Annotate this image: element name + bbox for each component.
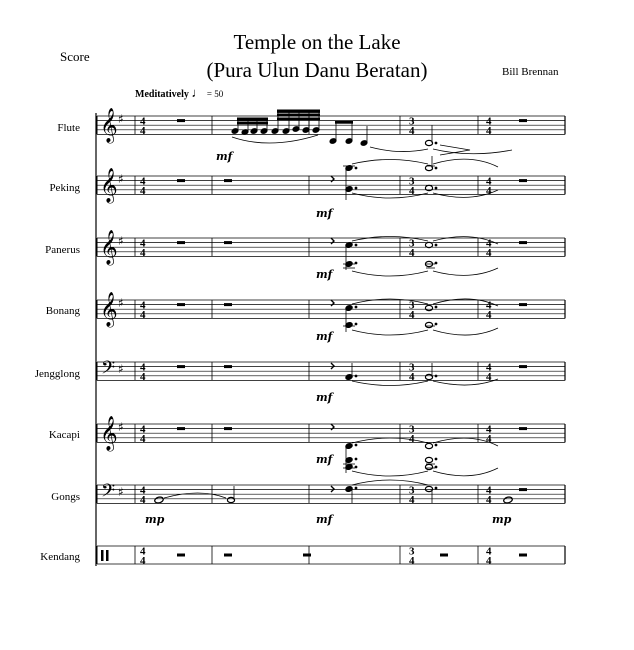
time-signature-numerator: 4 [486, 237, 492, 250]
gongs-notes [154, 480, 513, 507]
whole-rest [177, 427, 185, 430]
instrument-label-panerus: Panerus [45, 244, 80, 256]
percussion-clef-icon [101, 550, 104, 561]
whole-rest [519, 427, 527, 430]
time-signature-denominator: 4 [486, 371, 492, 384]
time-signature-denominator: 4 [140, 494, 146, 507]
whole-rest [519, 179, 527, 182]
whole-rest [519, 488, 527, 491]
time-signature-numerator: 4 [140, 175, 146, 188]
sharp-icon: ♯ [118, 362, 124, 376]
time-signature-denominator: 4 [140, 433, 146, 446]
time-signature-denominator: 4 [409, 555, 415, 567]
whole-rest [177, 365, 185, 368]
time-signature-denominator: 4 [486, 494, 492, 507]
staff-kacapi [97, 424, 565, 442]
tempo-value: = 50 [206, 89, 224, 99]
whole-rest [177, 179, 185, 182]
staff-flute [97, 116, 565, 134]
instrument-label-gongs: Gongs [51, 491, 80, 503]
time-signature-numerator: 4 [486, 361, 492, 374]
time-signature-denominator: 4 [486, 309, 492, 322]
instrument-label-kendang: Kendang [40, 551, 80, 563]
percussion-clef-icon [106, 550, 109, 561]
half-rest [224, 303, 232, 306]
time-signature-numerator: 4 [486, 545, 492, 558]
time-signature-denominator: 4 [486, 247, 492, 260]
time-signature-numerator: 4 [140, 237, 146, 250]
time-signature-numerator: 4 [486, 299, 492, 312]
score-subtitle: (Pura Ulun Danu Beratan) [206, 58, 428, 82]
instrument-label-bonang: Bonang [45, 305, 80, 317]
time-signature-numerator: 4 [140, 423, 146, 436]
sharp-icon: ♯ [118, 420, 124, 434]
staff-gongs [97, 485, 565, 503]
treble-clef-icon: 𝄞 [100, 168, 118, 203]
half-rest [224, 179, 232, 182]
whole-rest [177, 554, 185, 557]
tempo-text: Meditatively [135, 89, 189, 100]
quarter-note-icon: ♩ [191, 85, 205, 100]
composer-name: Bill Brennan [502, 66, 559, 78]
time-signature-denominator: 4 [409, 309, 415, 322]
whole-rest [519, 119, 527, 122]
whole-rest [177, 303, 185, 306]
time-signature-numerator: 4 [140, 545, 146, 558]
instrument-label-flute: Flute [57, 122, 80, 134]
time-signature-denominator: 4 [409, 371, 415, 384]
time-signature-numerator: 4 [486, 175, 492, 188]
flute-melody [231, 110, 512, 155]
score-label: Score [60, 49, 90, 64]
instrument-label-jengglong: Jengglong [34, 368, 80, 380]
time-signature-denominator: 4 [409, 494, 415, 507]
half-rest [224, 427, 232, 430]
whole-rest [440, 554, 448, 557]
time-signature-numerator: 4 [140, 484, 146, 497]
bass-clef-icon: 𝄢 [101, 358, 116, 383]
time-signature-numerator: 3 [409, 545, 415, 558]
half-rest [224, 554, 232, 557]
whole-rest [519, 241, 527, 244]
time-signature-denominator: 4 [409, 125, 415, 138]
whole-rest [519, 303, 527, 306]
time-signature-numerator: 3 [409, 423, 415, 436]
time-signatures [140, 116, 492, 567]
time-signature-denominator: 4 [409, 247, 415, 260]
time-signature-denominator: 4 [140, 247, 146, 260]
time-signature-denominator: 4 [486, 555, 492, 567]
whole-rest [303, 554, 311, 557]
time-signature-denominator: 4 [486, 185, 492, 198]
dynamic-mf-kacapi: mf [316, 453, 333, 466]
whole-rest [519, 365, 527, 368]
dynamic-mf-flute: mf [216, 150, 233, 163]
dynamic-mf-panerus: mf [316, 268, 333, 281]
time-signature-denominator: 4 [486, 125, 492, 138]
whole-rest [177, 241, 185, 244]
dynamic-mf-gongs: mf [316, 513, 333, 526]
staff-bonang [97, 300, 565, 318]
time-signature-numerator: 3 [409, 361, 415, 374]
half-rest [224, 241, 232, 244]
treble-clef-icon: 𝄞 [100, 416, 118, 451]
instrument-label-kacapi: Kacapi [48, 429, 80, 441]
time-signature-denominator: 4 [140, 185, 146, 198]
time-signature-denominator: 4 [140, 555, 146, 567]
staff-jengglong [97, 362, 565, 380]
whole-rest [177, 119, 185, 122]
time-signature-denominator: 4 [140, 309, 146, 322]
time-signature-denominator: 4 [140, 371, 146, 384]
time-signature-numerator: 3 [409, 175, 415, 188]
time-signature-numerator: 4 [140, 299, 146, 312]
time-signature-numerator: 3 [409, 299, 415, 312]
time-signature-denominator: 4 [409, 185, 415, 198]
clefs [100, 108, 124, 561]
dynamic-mf-bonang: mf [316, 330, 333, 343]
dynamic-mf-jengglong: mf [316, 391, 333, 404]
time-signature-denominator: 4 [486, 433, 492, 446]
time-signature-numerator: 4 [486, 423, 492, 436]
time-signature-denominator: 4 [140, 125, 146, 138]
dynamic-mp-gongs-2: mp [492, 513, 512, 526]
half-rest [224, 365, 232, 368]
sharp-icon: ♯ [118, 112, 124, 126]
time-signature-numerator: 3 [409, 115, 415, 128]
time-signature-numerator: 3 [409, 484, 415, 497]
instrument-label-peking: Peking [49, 182, 80, 194]
time-signature-denominator: 4 [409, 433, 415, 446]
sharp-icon: ♯ [118, 296, 124, 310]
peking-notes [331, 156, 498, 200]
time-signature-numerator: 4 [486, 115, 492, 128]
time-signature-numerator: 4 [486, 484, 492, 497]
dynamic-mf-peking: mf [316, 207, 333, 220]
whole-rest [519, 554, 527, 557]
sharp-icon: ♯ [118, 485, 124, 499]
time-signature-numerator: 4 [140, 361, 146, 374]
kacapi-notes [331, 424, 498, 476]
time-signature-numerator: 3 [409, 237, 415, 250]
staff-kendang [97, 546, 565, 564]
treble-clef-icon: 𝄞 [100, 292, 118, 327]
dynamic-mp-gongs-1: mp [145, 513, 165, 526]
staff-panerus [97, 238, 565, 256]
treble-clef-icon: 𝄞 [100, 108, 118, 143]
time-signature-numerator: 4 [140, 115, 146, 128]
sharp-icon: ♯ [118, 234, 124, 248]
score-title: Temple on the Lake [233, 30, 401, 54]
sharp-icon: ♯ [118, 172, 124, 186]
bass-clef-icon: 𝄢 [101, 481, 116, 506]
treble-clef-icon: 𝄞 [100, 230, 118, 265]
